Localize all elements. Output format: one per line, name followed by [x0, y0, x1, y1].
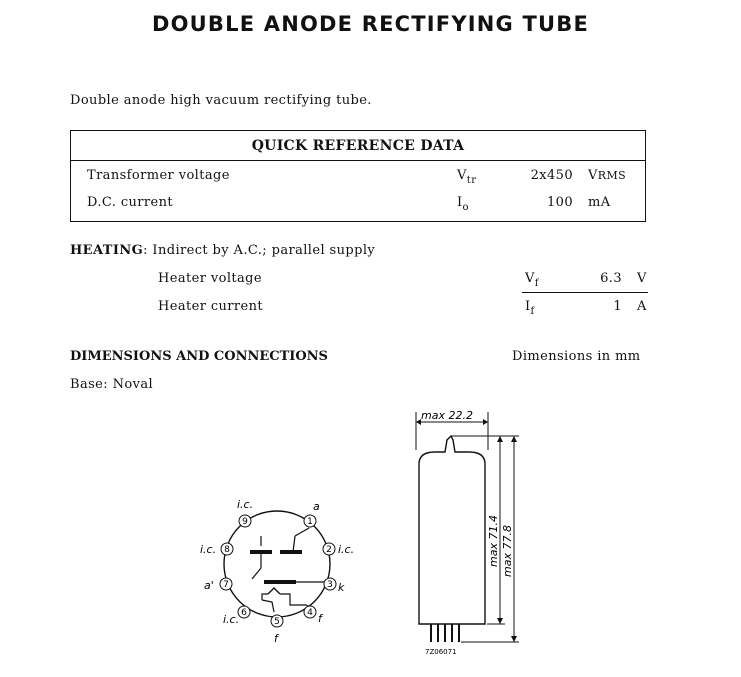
heater-voltage-unit: V [637, 271, 647, 286]
quick-reference-heading: QUICK REFERENCE DATA [251, 138, 465, 154]
pin-2-number: 2 [326, 545, 332, 555]
pin-4-label: f [318, 612, 322, 625]
pin-connection-diagram [190, 490, 370, 650]
row-transformer-voltage-unit: VRMS [588, 168, 627, 183]
pin-2-label: i.c. [338, 543, 355, 556]
pin-5-label: f [274, 632, 278, 645]
row-dc-current-label: D.C. current [87, 195, 174, 210]
heating-text: : Indirect by A.C.; parallel supply [143, 243, 376, 258]
base-type: Base: Noval [70, 377, 154, 392]
pin-7-number: 7 [223, 580, 229, 590]
heater-filament [268, 588, 280, 594]
heating-divider [522, 292, 648, 293]
pin-1-label: a [313, 500, 320, 513]
heating-label: HEATING [70, 243, 144, 258]
heating-line [70, 243, 375, 258]
page-title: DOUBLE ANODE RECTIFYING TUBE [151, 12, 590, 36]
height-dimension-label-1: max 71.4 [487, 515, 500, 567]
pin-4-number: 4 [307, 608, 313, 618]
row-transformer-voltage-symbol: $V_{tr}$ [457, 168, 477, 186]
pin-1-number: 1 [307, 517, 313, 527]
tube-base-circle [224, 511, 330, 617]
pin-8-number: 8 [224, 545, 230, 555]
table-divider [71, 160, 645, 161]
pin-3-number: 3 [327, 580, 333, 590]
row-transformer-voltage-label: Transformer voltage [87, 168, 230, 183]
heater-current-unit: A [637, 299, 647, 314]
heater-voltage-value: 6.3 [600, 271, 622, 286]
heater-current-value: 1 [613, 299, 622, 314]
drawing-code: 7Z06071 [425, 648, 457, 656]
heater-current-symbol: $I_f$ [525, 299, 535, 317]
pin-9-number: 9 [242, 517, 248, 527]
pin-9-label: i.c. [237, 498, 254, 511]
pin-7-label: a' [204, 579, 214, 592]
pin-8-label: i.c. [200, 543, 217, 556]
heater-current-label: Heater current [158, 299, 264, 314]
row-transformer-voltage-value: 2x450 [530, 168, 573, 183]
dimensions-units-note: Dimensions in mm [512, 349, 641, 364]
heater-voltage-label: Heater voltage [158, 271, 262, 286]
row-dc-current-value: 100 [546, 195, 573, 210]
tube-outline-drawing [395, 402, 530, 660]
description: Double anode high vacuum rectifying tube. [70, 93, 372, 108]
width-dimension-label: max 22.2 [421, 409, 473, 422]
pin-6-label: i.c. [223, 613, 240, 626]
pin-6-number: 6 [241, 608, 247, 618]
row-dc-current-unit: mA [588, 195, 611, 210]
pin-3-label: k [338, 581, 345, 594]
dimensions-heading: DIMENSIONS AND CONNECTIONS [70, 349, 328, 364]
row-dc-current-symbol: $I_o$ [457, 195, 469, 213]
height-dimension-label-2: max 77.8 [501, 525, 514, 577]
glass-bulb [419, 436, 485, 624]
quick-reference-table [70, 130, 646, 222]
pin-5-number: 5 [274, 617, 280, 627]
tube-pins [431, 624, 459, 642]
heater-voltage-symbol: $V_f$ [525, 271, 539, 289]
